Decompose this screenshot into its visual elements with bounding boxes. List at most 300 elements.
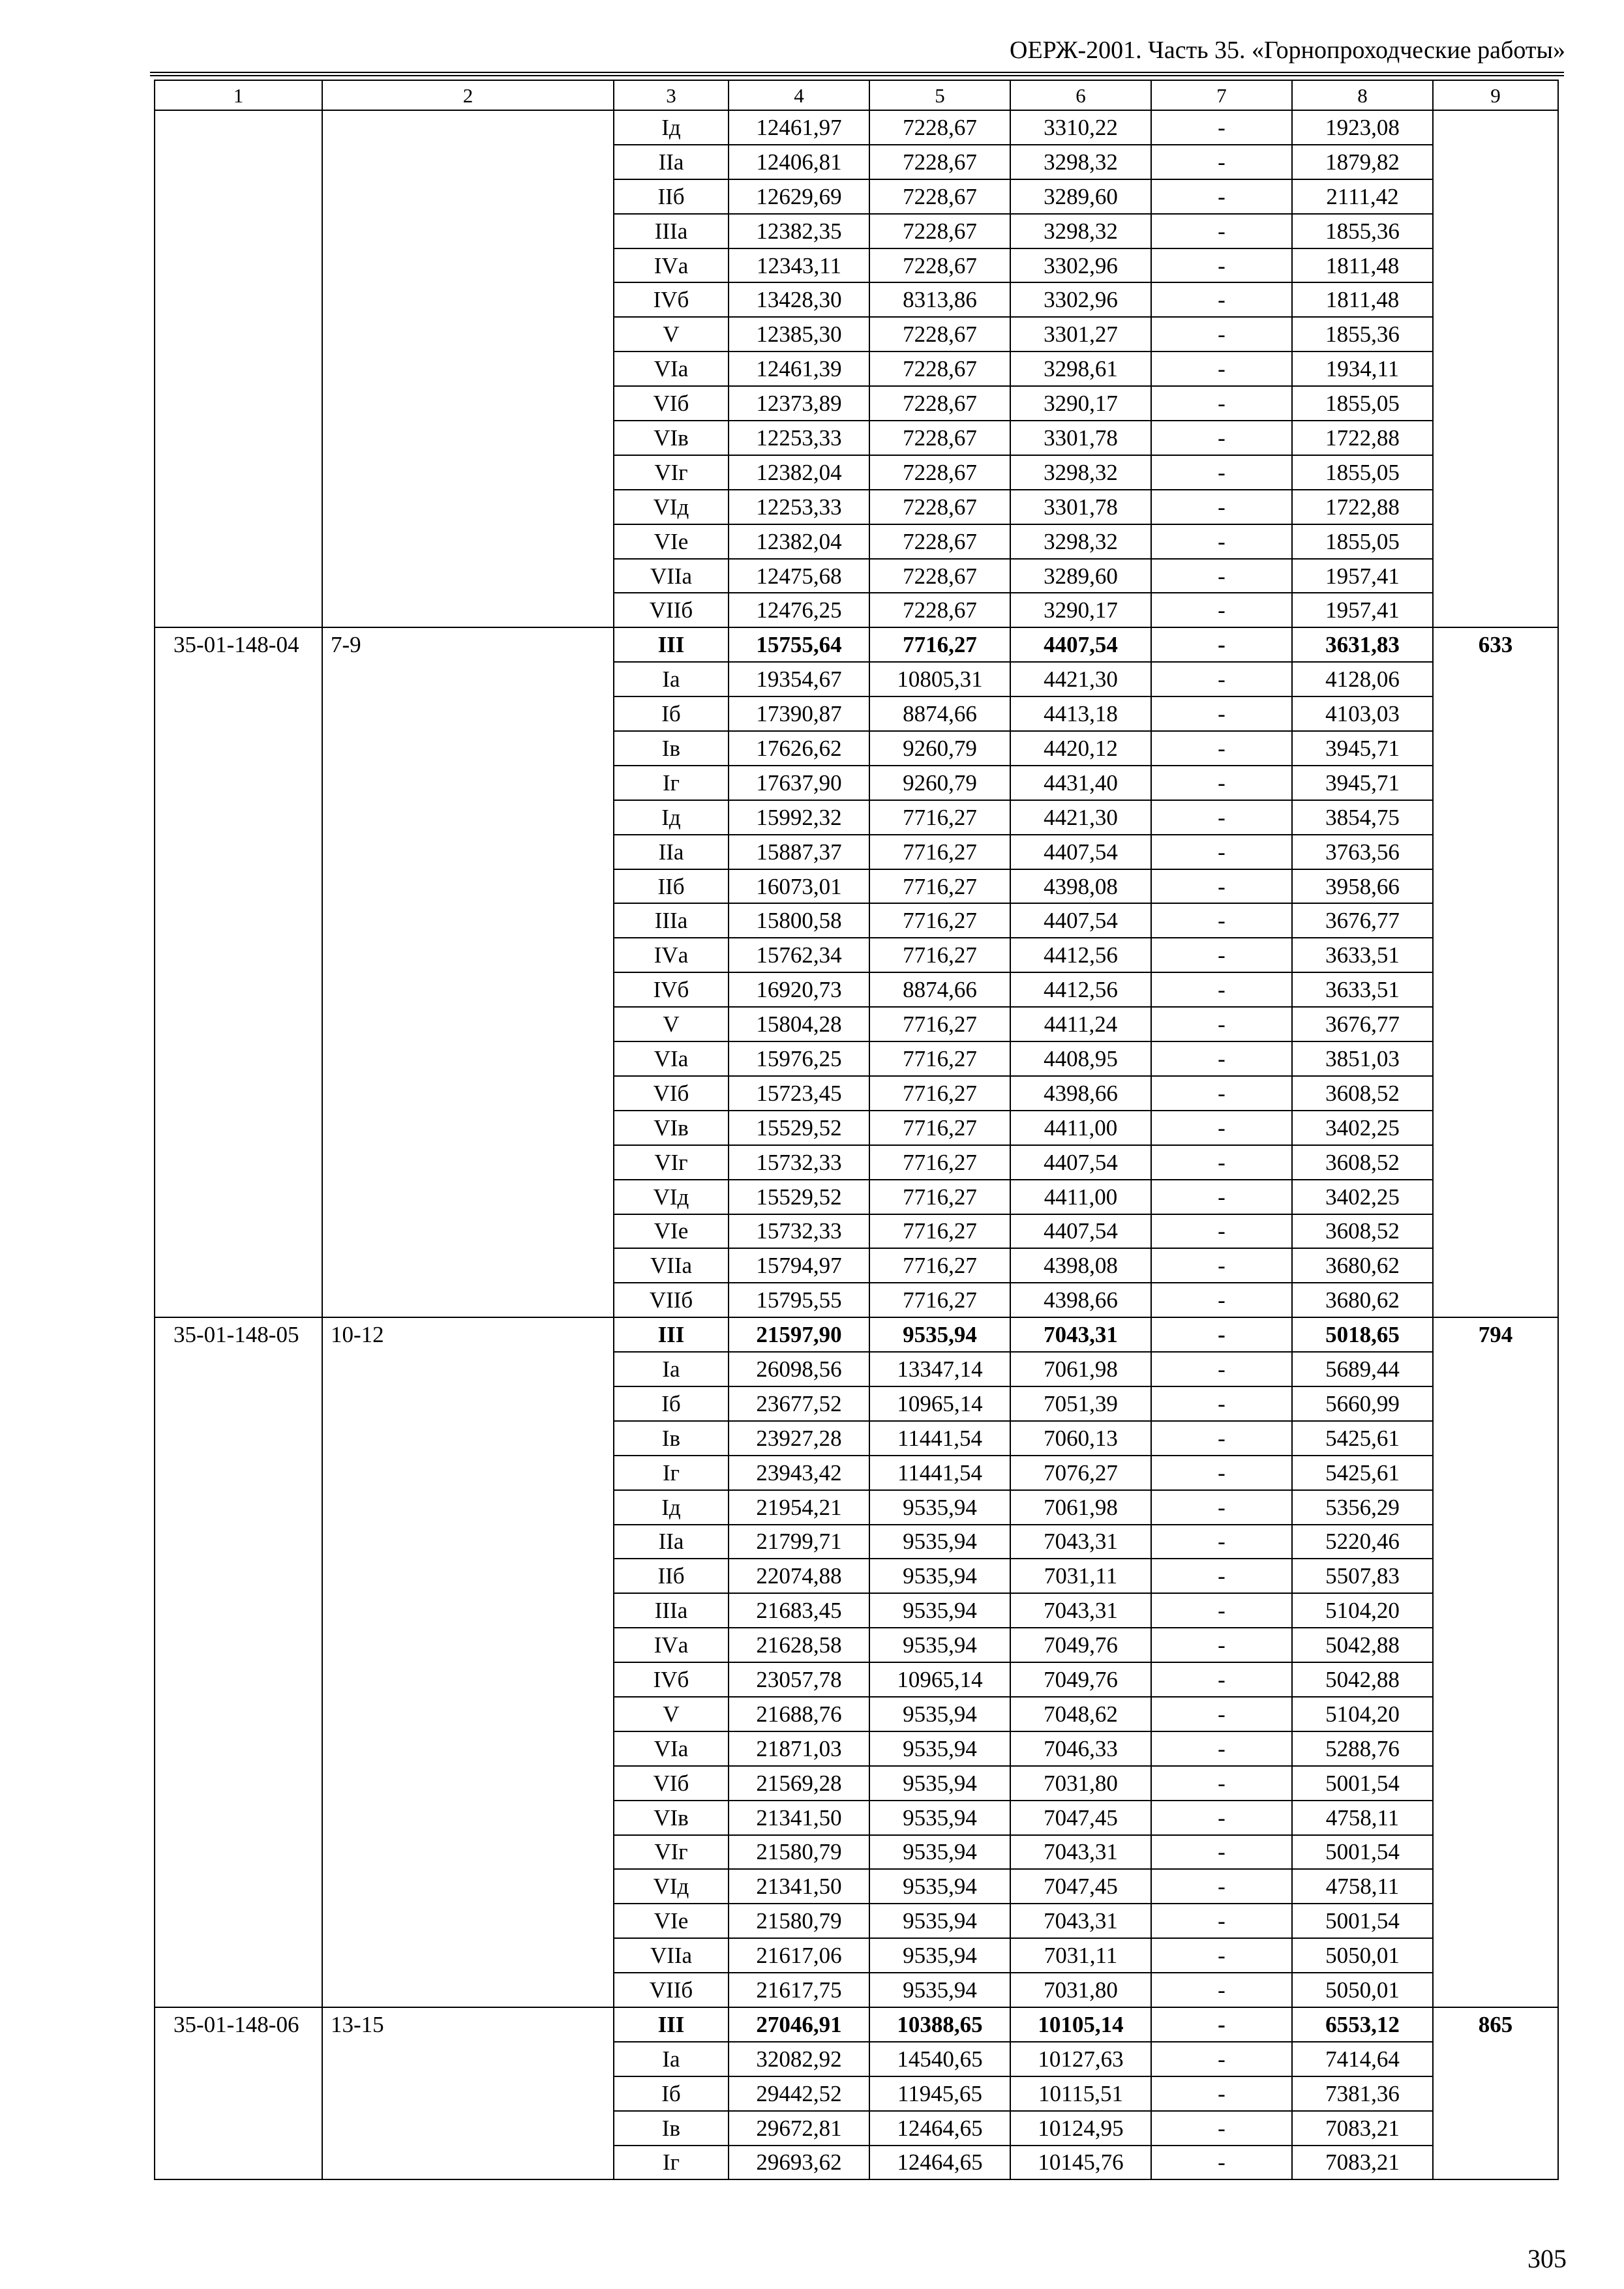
value-cell-c7: - [1151,248,1292,283]
category-cell: VIIб [614,1283,729,1317]
value-cell-c4: 12475,68 [729,559,869,593]
category-cell: Iв [614,2111,729,2146]
value-cell-c4: 15732,33 [729,1145,869,1180]
value-cell-c7: - [1151,110,1292,145]
value-cell-c6: 3302,96 [1010,282,1151,317]
value-cell-c5: 7228,67 [869,559,1010,593]
value-cell-c8: 1879,82 [1292,145,1433,179]
range-cell: 13-15 [322,2007,614,2179]
value-cell-c6: 7031,80 [1010,1766,1151,1801]
value-cell-c8: 1957,41 [1292,593,1433,627]
category-cell: VIв [614,1111,729,1145]
value-cell-c6: 7076,27 [1010,1456,1151,1490]
category-cell: V [614,1007,729,1041]
value-cell-c7: - [1151,2007,1292,2042]
value-cell-c6: 7043,31 [1010,1525,1151,1559]
value-cell-c6: 7061,98 [1010,1352,1151,1386]
value-cell-c7: - [1151,800,1292,835]
value-cell-c4: 21341,50 [729,1869,869,1904]
value-cell-c4: 13428,30 [729,282,869,317]
value-cell-c8: 5001,54 [1292,1835,1433,1870]
column-number: 6 [1010,80,1151,110]
value-cell-c5: 9535,94 [869,1593,1010,1628]
norm-code-cell [155,110,322,627]
value-cell-c4: 21580,79 [729,1904,869,1938]
value-cell-c7: - [1151,1248,1292,1283]
value-cell-c6: 7049,76 [1010,1628,1151,1662]
value-cell-c7: - [1151,145,1292,179]
value-cell-c7: - [1151,972,1292,1007]
value-cell-c6: 4407,54 [1010,835,1151,869]
value-cell-c5: 7228,67 [869,179,1010,214]
value-cell-c4: 12382,35 [729,214,869,248]
value-cell-c5: 7716,27 [869,1145,1010,1180]
value-cell-c4: 23677,52 [729,1386,869,1421]
category-cell: III [614,2007,729,2042]
value-cell-c5: 11441,54 [869,1421,1010,1456]
column-number: 8 [1292,80,1433,110]
value-cell-c7: - [1151,1317,1292,1352]
value-cell-c7: - [1151,1662,1292,1697]
value-cell-c8: 1855,05 [1292,455,1433,490]
category-cell: VIIб [614,593,729,627]
value-cell-c6: 4407,54 [1010,903,1151,938]
value-cell-c8: 1923,08 [1292,110,1433,145]
category-cell: V [614,1697,729,1731]
value-cell-c8: 3402,25 [1292,1111,1433,1145]
value-cell-c4: 15529,52 [729,1180,869,1214]
category-cell: VIIа [614,1248,729,1283]
value-cell-c4: 19354,67 [729,662,869,696]
value-cell-c8: 3608,52 [1292,1145,1433,1180]
value-cell-c4: 15762,34 [729,938,869,972]
value-cell-c6: 4407,54 [1010,1214,1151,1249]
value-cell-c6: 4412,56 [1010,938,1151,972]
value-cell-c4: 17637,90 [729,766,869,800]
table-row [155,2007,1558,2042]
value-cell-c7: - [1151,421,1292,455]
value-cell-c5: 9535,94 [869,1490,1010,1525]
category-cell: Iб [614,1386,729,1421]
column-number-row [155,80,1558,110]
value-cell-c6: 4412,56 [1010,972,1151,1007]
value-cell-c8: 1722,88 [1292,490,1433,524]
value-cell-c4: 15529,52 [729,1111,869,1145]
value-cell-c5: 10965,14 [869,1662,1010,1697]
category-cell: IIIа [614,903,729,938]
value-cell-c7: - [1151,1628,1292,1662]
value-cell-c7: - [1151,1386,1292,1421]
value-cell-c7: - [1151,1973,1292,2007]
value-cell-c7: - [1151,1525,1292,1559]
value-cell-c7: - [1151,1456,1292,1490]
category-cell: VIб [614,1766,729,1801]
value-cell-c4: 15723,45 [729,1076,869,1111]
value-cell-c6: 4398,66 [1010,1283,1151,1317]
value-cell-c5: 9535,94 [869,1904,1010,1938]
value-cell-c6: 3301,78 [1010,490,1151,524]
value-cell-c6: 4407,54 [1010,627,1151,662]
value-cell-c5: 7228,67 [869,145,1010,179]
value-cell-c6: 4421,30 [1010,800,1151,835]
category-cell: IIб [614,1559,729,1593]
column-number: 9 [1433,80,1558,110]
value-cell-c8: 3945,71 [1292,731,1433,766]
value-cell-c7: - [1151,1904,1292,1938]
value-cell-c7: - [1151,2042,1292,2076]
value-cell-c7: - [1151,766,1292,800]
column-number: 2 [322,80,614,110]
value-cell-c6: 10105,14 [1010,2007,1151,2042]
value-cell-c5: 7228,67 [869,490,1010,524]
category-cell: VIе [614,1904,729,1938]
category-cell: Iа [614,662,729,696]
range-cell: 10-12 [322,1317,614,2007]
value-cell-c4: 29672,81 [729,2111,869,2146]
value-cell-c8: 3854,75 [1292,800,1433,835]
value-cell-c4: 15755,64 [729,627,869,662]
page-header: ОЕРЖ-2001. Часть 35. «Горнопроходческие работы» [1010,37,1565,64]
value-cell-c4: 21617,06 [729,1938,869,1973]
value-cell-c7: - [1151,490,1292,524]
value-cell-c7: - [1151,1559,1292,1593]
value-cell-c7: - [1151,1180,1292,1214]
value-cell-c7: - [1151,1593,1292,1628]
value-cell-c6: 3301,78 [1010,421,1151,455]
value-cell-c8: 5042,88 [1292,1628,1433,1662]
value-cell-c7: - [1151,1731,1292,1766]
value-cell-c5: 9535,94 [869,1559,1010,1593]
value-cell-c8: 1934,11 [1292,352,1433,386]
category-cell: III [614,627,729,662]
value-cell-c8: 5507,83 [1292,1559,1433,1593]
value-cell-c8: 3676,77 [1292,1007,1433,1041]
value-cell-c6: 4407,54 [1010,1145,1151,1180]
value-cell-c6: 3301,27 [1010,317,1151,352]
value-cell-c8: 2111,42 [1292,179,1433,214]
value-cell-c6: 4411,00 [1010,1180,1151,1214]
value-cell-c7: - [1151,938,1292,972]
value-cell-c8: 7083,21 [1292,2111,1433,2146]
table-row [155,627,1558,662]
value-cell-c4: 12406,81 [729,145,869,179]
column-9-cell: 865 [1433,2007,1558,2179]
value-cell-c4: 12253,33 [729,490,869,524]
value-cell-c6: 7060,13 [1010,1421,1151,1456]
value-cell-c5: 9260,79 [869,731,1010,766]
value-cell-c7: - [1151,731,1292,766]
value-cell-c4: 32082,92 [729,2042,869,2076]
category-cell: IIа [614,835,729,869]
value-cell-c7: - [1151,696,1292,731]
value-cell-c4: 12382,04 [729,455,869,490]
value-cell-c7: - [1151,1007,1292,1041]
category-cell: IVб [614,972,729,1007]
category-cell: IIб [614,869,729,904]
value-cell-c7: - [1151,2076,1292,2111]
value-cell-c5: 9535,94 [869,1317,1010,1352]
rates-table [154,80,1559,2180]
value-cell-c4: 15732,33 [729,1214,869,1249]
value-cell-c4: 12629,69 [729,179,869,214]
value-cell-c4: 15794,97 [729,1248,869,1283]
category-cell: IIIа [614,1593,729,1628]
value-cell-c8: 7414,64 [1292,2042,1433,2076]
value-cell-c5: 7228,67 [869,386,1010,421]
value-cell-c5: 7716,27 [869,1283,1010,1317]
column-number: 4 [729,80,869,110]
value-cell-c8: 1811,48 [1292,282,1433,317]
value-cell-c7: - [1151,835,1292,869]
value-cell-c6: 4420,12 [1010,731,1151,766]
category-cell: Iг [614,2146,729,2180]
category-cell: IVа [614,248,729,283]
value-cell-c7: - [1151,1352,1292,1386]
category-cell: Iа [614,2042,729,2076]
category-cell: Iг [614,1456,729,1490]
value-cell-c7: - [1151,1697,1292,1731]
value-cell-c8: 5288,76 [1292,1731,1433,1766]
value-cell-c5: 7716,27 [869,1111,1010,1145]
value-cell-c4: 23943,42 [729,1456,869,1490]
value-cell-c6: 7049,76 [1010,1662,1151,1697]
value-cell-c4: 12385,30 [729,317,869,352]
value-cell-c4: 12343,11 [729,248,869,283]
value-cell-c8: 5104,20 [1292,1697,1433,1731]
value-cell-c7: - [1151,524,1292,559]
value-cell-c7: - [1151,2146,1292,2180]
value-cell-c6: 4398,08 [1010,869,1151,904]
value-cell-c5: 7716,27 [869,869,1010,904]
value-cell-c8: 3402,25 [1292,1180,1433,1214]
value-cell-c6: 10127,63 [1010,2042,1151,2076]
value-cell-c8: 5104,20 [1292,1593,1433,1628]
value-cell-c7: - [1151,869,1292,904]
value-cell-c4: 21683,45 [729,1593,869,1628]
value-cell-c6: 3298,32 [1010,214,1151,248]
value-cell-c6: 4411,00 [1010,1111,1151,1145]
value-cell-c8: 5050,01 [1292,1938,1433,1973]
value-cell-c4: 21569,28 [729,1766,869,1801]
value-cell-c8: 1811,48 [1292,248,1433,283]
value-cell-c4: 12476,25 [729,593,869,627]
category-cell: Iд [614,800,729,835]
category-cell: VIд [614,1869,729,1904]
column-number: 1 [155,80,322,110]
value-cell-c8: 5050,01 [1292,1973,1433,2007]
value-cell-c7: - [1151,282,1292,317]
value-cell-c4: 12461,97 [729,110,869,145]
category-cell: Iа [614,1352,729,1386]
category-cell: IIIа [614,214,729,248]
value-cell-c8: 5001,54 [1292,1766,1433,1801]
value-cell-c5: 7228,67 [869,524,1010,559]
value-cell-c6: 3298,61 [1010,352,1151,386]
value-cell-c7: - [1151,903,1292,938]
value-cell-c8: 1722,88 [1292,421,1433,455]
value-cell-c5: 9535,94 [869,1869,1010,1904]
value-cell-c6: 7046,33 [1010,1731,1151,1766]
value-cell-c8: 3608,52 [1292,1076,1433,1111]
value-cell-c4: 21799,71 [729,1525,869,1559]
value-cell-c5: 13347,14 [869,1352,1010,1386]
value-cell-c6: 10145,76 [1010,2146,1151,2180]
value-cell-c8: 1855,05 [1292,386,1433,421]
value-cell-c7: - [1151,1766,1292,1801]
value-cell-c7: - [1151,593,1292,627]
value-cell-c5: 8313,86 [869,282,1010,317]
value-cell-c8: 3851,03 [1292,1041,1433,1076]
value-cell-c4: 12382,04 [729,524,869,559]
value-cell-c8: 3680,62 [1292,1283,1433,1317]
category-cell: VIв [614,1801,729,1835]
value-cell-c7: - [1151,1283,1292,1317]
norm-code-cell: 35-01-148-06 [155,2007,322,2179]
value-cell-c5: 9535,94 [869,1835,1010,1870]
value-cell-c8: 3676,77 [1292,903,1433,938]
value-cell-c8: 1855,36 [1292,214,1433,248]
value-cell-c6: 4411,24 [1010,1007,1151,1041]
value-cell-c7: - [1151,1835,1292,1870]
value-cell-c5: 7716,27 [869,903,1010,938]
value-cell-c7: - [1151,662,1292,696]
value-cell-c8: 3945,71 [1292,766,1433,800]
value-cell-c5: 7228,67 [869,110,1010,145]
value-cell-c4: 16920,73 [729,972,869,1007]
category-cell: Iд [614,1490,729,1525]
value-cell-c7: - [1151,386,1292,421]
category-cell: VIа [614,1041,729,1076]
range-cell: 7-9 [322,627,614,1317]
column-9-cell [1433,110,1558,627]
value-cell-c6: 7048,62 [1010,1697,1151,1731]
category-cell: IVб [614,282,729,317]
value-cell-c8: 6553,12 [1292,2007,1433,2042]
value-cell-c6: 10124,95 [1010,2111,1151,2146]
value-cell-c4: 12373,89 [729,386,869,421]
value-cell-c8: 3763,56 [1292,835,1433,869]
value-cell-c4: 15800,58 [729,903,869,938]
category-cell: IIа [614,1525,729,1559]
category-cell: VIа [614,1731,729,1766]
value-cell-c5: 12464,65 [869,2111,1010,2146]
value-cell-c7: - [1151,1801,1292,1835]
value-cell-c6: 4398,08 [1010,1248,1151,1283]
value-cell-c7: - [1151,1145,1292,1180]
value-cell-c4: 16073,01 [729,869,869,904]
category-cell: Iв [614,731,729,766]
value-cell-c5: 7228,67 [869,214,1010,248]
value-cell-c4: 12461,39 [729,352,869,386]
value-cell-c5: 11945,65 [869,2076,1010,2111]
value-cell-c4: 17626,62 [729,731,869,766]
value-cell-c8: 7381,36 [1292,2076,1433,2111]
value-cell-c6: 3289,60 [1010,559,1151,593]
value-cell-c8: 4758,11 [1292,1801,1433,1835]
value-cell-c4: 21617,75 [729,1973,869,2007]
value-cell-c4: 15992,32 [729,800,869,835]
value-cell-c5: 9535,94 [869,1801,1010,1835]
value-cell-c8: 5042,88 [1292,1662,1433,1697]
value-cell-c5: 7716,27 [869,1076,1010,1111]
value-cell-c6: 7031,11 [1010,1938,1151,1973]
category-cell: VIг [614,1835,729,1870]
page-number: 305 [1527,2244,1567,2273]
value-cell-c6: 3289,60 [1010,179,1151,214]
value-cell-c5: 9260,79 [869,766,1010,800]
value-cell-c8: 5689,44 [1292,1352,1433,1386]
value-cell-c5: 7228,67 [869,421,1010,455]
value-cell-c4: 15804,28 [729,1007,869,1041]
value-cell-c6: 3298,32 [1010,524,1151,559]
value-cell-c5: 9535,94 [869,1938,1010,1973]
value-cell-c5: 7716,27 [869,800,1010,835]
value-cell-c7: - [1151,2111,1292,2146]
column-number: 7 [1151,80,1292,110]
value-cell-c8: 3631,83 [1292,627,1433,662]
value-cell-c6: 3298,32 [1010,145,1151,179]
category-cell: V [614,317,729,352]
value-cell-c4: 22074,88 [729,1559,869,1593]
value-cell-c6: 7043,31 [1010,1593,1151,1628]
table-row [155,1317,1558,1352]
value-cell-c8: 1855,36 [1292,317,1433,352]
range-cell [322,110,614,627]
value-cell-c6: 7047,45 [1010,1801,1151,1835]
category-cell: IVа [614,1628,729,1662]
value-cell-c6: 4431,40 [1010,766,1151,800]
value-cell-c5: 8874,66 [869,972,1010,1007]
value-cell-c7: - [1151,1490,1292,1525]
value-cell-c6: 7061,98 [1010,1490,1151,1525]
value-cell-c4: 23057,78 [729,1662,869,1697]
category-cell: VIв [614,421,729,455]
value-cell-c4: 26098,56 [729,1352,869,1386]
value-cell-c4: 15795,55 [729,1283,869,1317]
value-cell-c6: 7031,11 [1010,1559,1151,1593]
value-cell-c6: 7043,31 [1010,1317,1151,1352]
value-cell-c8: 3633,51 [1292,972,1433,1007]
value-cell-c8: 5220,46 [1292,1525,1433,1559]
category-cell: VIе [614,524,729,559]
value-cell-c6: 4398,66 [1010,1076,1151,1111]
value-cell-c7: - [1151,352,1292,386]
value-cell-c4: 21871,03 [729,1731,869,1766]
value-cell-c5: 7228,67 [869,455,1010,490]
value-cell-c5: 9535,94 [869,1697,1010,1731]
value-cell-c8: 1957,41 [1292,559,1433,593]
value-cell-c5: 7228,67 [869,317,1010,352]
value-cell-c5: 7716,27 [869,627,1010,662]
value-cell-c4: 12253,33 [729,421,869,455]
value-cell-c4: 21628,58 [729,1628,869,1662]
value-cell-c7: - [1151,1938,1292,1973]
value-cell-c5: 7228,67 [869,352,1010,386]
column-9-cell: 794 [1433,1317,1558,2007]
value-cell-c4: 27046,91 [729,2007,869,2042]
value-cell-c6: 3290,17 [1010,386,1151,421]
category-cell: III [614,1317,729,1352]
category-cell: IVб [614,1662,729,1697]
category-cell: IVа [614,938,729,972]
category-cell: VIд [614,490,729,524]
category-cell: IIа [614,145,729,179]
value-cell-c5: 8874,66 [869,696,1010,731]
value-cell-c7: - [1151,179,1292,214]
value-cell-c5: 7716,27 [869,1248,1010,1283]
value-cell-c5: 14540,65 [869,2042,1010,2076]
value-cell-c4: 21597,90 [729,1317,869,1352]
